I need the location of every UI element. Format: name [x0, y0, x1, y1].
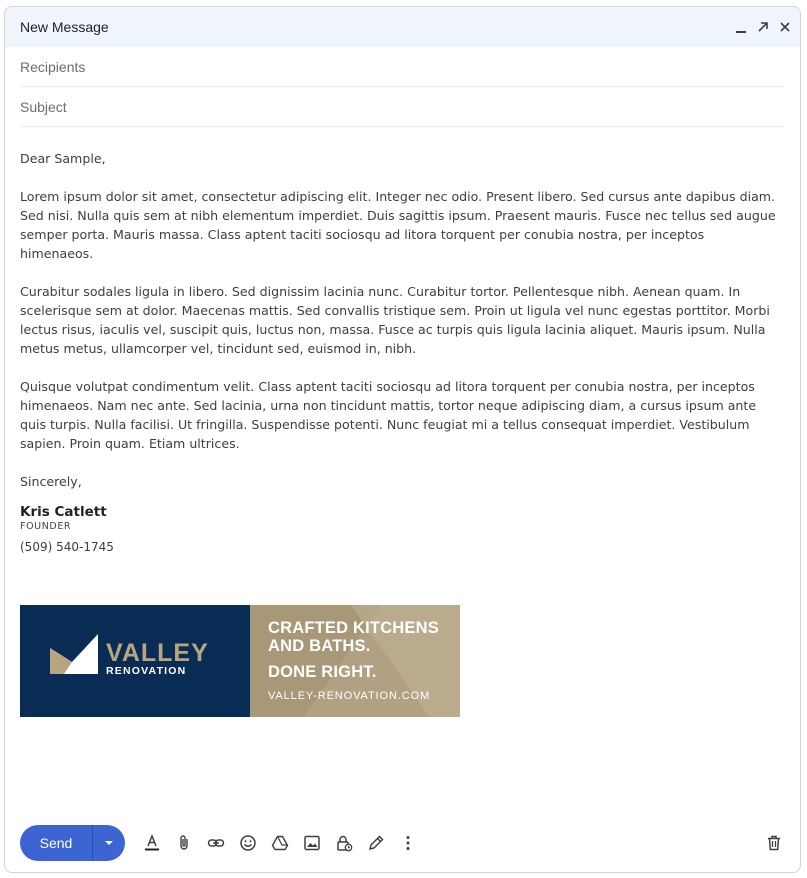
banner-url: VALLEY-RENOVATION.COM [268, 690, 431, 702]
recipients-input[interactable] [20, 59, 784, 75]
subject-input[interactable] [20, 99, 784, 115]
recipients-row [20, 47, 784, 87]
minimize-icon[interactable] [732, 17, 750, 37]
signature-phone: (509) 540-1745 [20, 540, 114, 554]
emoji-icon[interactable] [232, 827, 264, 859]
brand-subtitle: RENOVATION [106, 665, 187, 677]
tagline-line-2: AND BATHS. [268, 637, 371, 655]
paragraph-1: Lorem ipsum dolor sit amet, consectetur adipiscing elit. Integer nec odio. Present libero. Sed cursus ante dapibus diam. Sed nisi. Nulla quis sem at nibh elementum imperdiet. Duis sagittis ipsum. Praesent mauris. Fusce nec tellus sed augue semper porta. Mauris massa. Class aptent taciti sociosqu ad litora torquent per conubia nostra, per inceptos himenaeos. [20, 189, 776, 261]
compose-toolbar [20, 824, 790, 862]
photo-icon[interactable] [296, 827, 328, 859]
tagline-line-3: DONE RIGHT. [268, 663, 377, 681]
tagline-line-1: CRAFTED KITCHENS [268, 619, 439, 637]
signature-role: FOUNDER [20, 521, 72, 532]
paragraph-2: Curabitur sodales ligula in libero. Sed dignissim lacinia nunc. Curabitur tortor. Pellentesque nibh. Aenean quam. In scelerisque sem at dolor. Maecenas mattis. Sed convallis tristique sem. Proin ut ligula vel nunc egestas porttitor. Morbi lectus risus, iaculis vel, suscipit quis, luctus non, massa. Fusce ac turpis quis ligula lacinia aliquet. Mauris ipsum. Nulla metus metus, ullamcorper vel, tincidunt sed, euismod in, nibh. [20, 284, 770, 356]
close-icon[interactable] [776, 17, 794, 37]
closing: Sincerely, [20, 474, 82, 489]
subject-row [20, 87, 784, 127]
more-options-icon[interactable] [392, 827, 424, 859]
banner-tagline-panel [250, 605, 460, 717]
signature-pen-icon[interactable] [360, 827, 392, 859]
banner-brand-panel [20, 605, 250, 717]
paragraph-3: Quisque volutpat condimentum velit. Class aptent taciti sociosqu ad litora torquent per conubia nostra, per inceptos himenaeos. Nam nec ante. Sed lacinia, urna non tincidunt mattis, tortor neque adipiscing diam, a cursus ipsum ante quis turpis. Nulla facilisi. Ut fringilla. Suspendisse potenti. Nunc feugiat mi a tellus consequat imperdiet. Vestibulum sapien. Proin quam. Etiam ultrices. [20, 379, 757, 451]
send-button[interactable]: Send [39, 835, 73, 851]
valley-logo-icon [50, 634, 98, 676]
caret-down-icon [103, 837, 115, 849]
trash-icon[interactable] [758, 827, 790, 859]
signature-banner [20, 605, 460, 717]
drive-icon[interactable] [264, 827, 296, 859]
schedule-send-dropdown[interactable] [93, 825, 125, 861]
formatting-icon[interactable] [136, 827, 168, 859]
compose-window [4, 6, 801, 873]
send-button-group [20, 825, 125, 861]
compose-titlebar[interactable] [5, 7, 800, 47]
confidential-lock-icon[interactable] [328, 827, 360, 859]
signature-name: Kris Catlett [20, 504, 107, 520]
pop-out-icon[interactable] [754, 17, 772, 37]
attach-icon[interactable] [168, 827, 200, 859]
brand-name: VALLEY [106, 639, 209, 667]
window-title: New Message [20, 19, 109, 35]
link-icon[interactable] [200, 827, 232, 859]
toolbar-tools [136, 827, 424, 859]
greeting: Dear Sample, [20, 151, 106, 166]
window-controls [732, 17, 800, 37]
message-body[interactable] [5, 127, 800, 554]
